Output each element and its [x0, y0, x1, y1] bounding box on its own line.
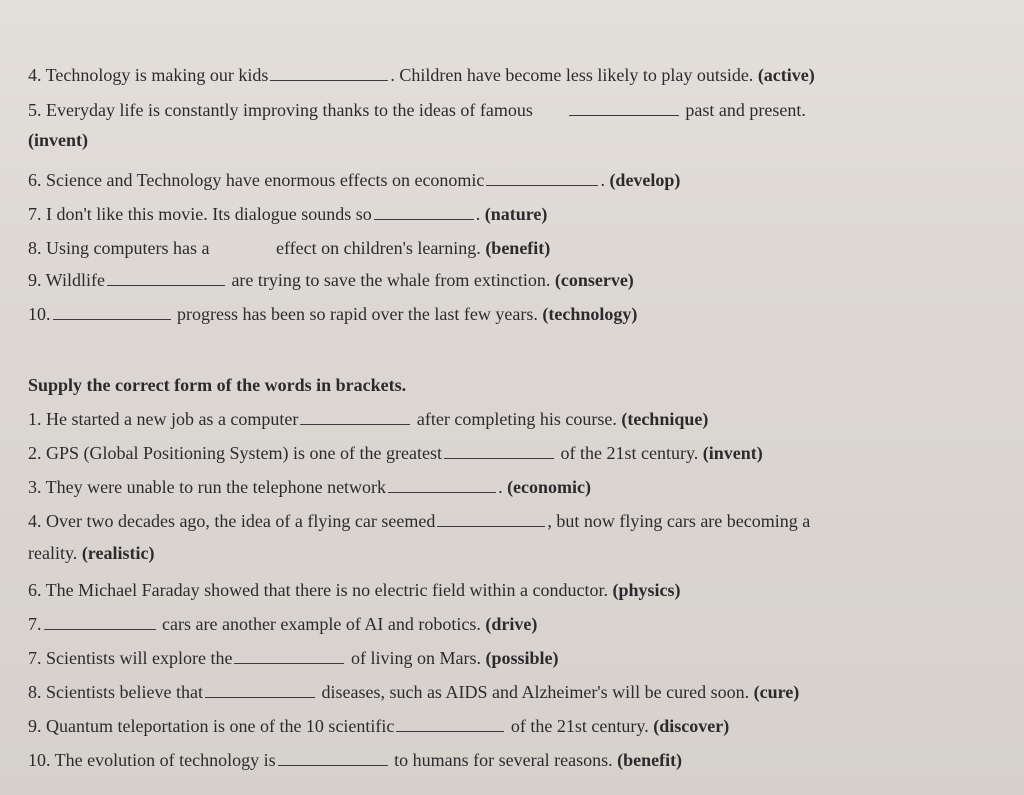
exercise-item-9	[28, 268, 634, 292]
item-text: 2. GPS (Global Positioning System) is one of the greatest	[28, 443, 442, 463]
word-hint: (realistic)	[81, 543, 155, 563]
item-text: are trying to save the whale from extinction.	[231, 270, 551, 290]
word-hint: (nature)	[484, 204, 548, 224]
item-text: 3. They were unable to run the telephone network	[28, 477, 387, 497]
exercise-item-10	[28, 302, 637, 326]
item-text: 9. Wildlife	[28, 270, 105, 290]
exercise-item-b2	[28, 441, 763, 465]
word-hint: (conserve)	[554, 270, 634, 290]
exercise-item-b4-cont	[28, 541, 154, 565]
exercise-item-b10	[28, 748, 682, 772]
item-text: 4. Technology is making our kids	[28, 65, 269, 85]
exercise-item-8	[28, 236, 550, 260]
item-text: 9. Quantum teleportation is one of the 10 scientific	[28, 716, 395, 736]
word-hint: (benefit)	[485, 238, 551, 258]
answer-blank[interactable]	[300, 408, 410, 425]
item-text: .	[498, 477, 503, 497]
item-text: 10. The evolution of technology is	[28, 750, 276, 770]
answer-blank[interactable]	[107, 269, 225, 286]
exercise-item-b7b	[28, 646, 558, 670]
item-text: diseases, such as AIDS and Alzheimer's will be cured soon.	[321, 682, 750, 702]
item-text: 6. Science and Technology have enormous effects on economic	[28, 170, 485, 190]
exercise-item-b3	[28, 475, 591, 499]
answer-blank[interactable]	[44, 613, 156, 630]
answer-blank[interactable]	[437, 510, 545, 527]
answer-blank[interactable]	[53, 303, 171, 320]
word-hint: (cure)	[753, 682, 800, 702]
item-text: .	[600, 170, 605, 190]
answer-blank[interactable]	[234, 647, 344, 664]
answer-blank[interactable]	[270, 64, 388, 81]
item-text: 1. He started a new job as a computer	[28, 409, 299, 429]
item-text: , but now flying cars are becoming a	[547, 511, 811, 531]
item-text: 10.	[28, 304, 51, 324]
item-text: progress has been so rapid over the last few years.	[177, 304, 538, 324]
item-text: 8. Scientists believe that	[28, 682, 203, 702]
word-hint: (physics)	[612, 580, 681, 600]
exercise-item-b4	[28, 509, 810, 533]
word-hint: (discover)	[653, 716, 730, 736]
answer-blank[interactable]	[444, 442, 554, 459]
answer-blank[interactable]	[396, 715, 504, 732]
item-text: past and present.	[685, 100, 806, 120]
item-text: .	[475, 204, 481, 224]
item-text: of the 21st century.	[560, 443, 699, 463]
item-text: 7. I don't like this movie. Its dialogue sounds so	[28, 204, 372, 224]
item-text: of the 21st century.	[510, 716, 649, 736]
item-text: 8. Using computers has a	[28, 238, 210, 258]
exercise-item-6	[28, 168, 680, 192]
item-text: reality.	[28, 543, 78, 563]
word-hint: (technology)	[542, 304, 638, 324]
item-text: 7. Scientists will explore the	[28, 648, 233, 668]
item-text: of living on Mars.	[350, 648, 481, 668]
item-text: after completing his course.	[416, 409, 617, 429]
exercise-item-b9	[28, 714, 729, 738]
word-hint: (drive)	[485, 614, 538, 634]
answer-blank[interactable]	[278, 749, 388, 766]
word-hint: (technique)	[621, 409, 709, 429]
word-hint: (possible)	[485, 648, 559, 668]
word-hint: (invent)	[702, 443, 763, 463]
item-text: 7.	[28, 614, 42, 634]
item-text: 6. The Michael Faraday showed that there is no electric field within a conductor.	[28, 580, 608, 600]
item-text: effect on children's learning.	[275, 238, 481, 258]
exercise-item-b6	[28, 578, 681, 602]
answer-blank[interactable]	[486, 169, 598, 186]
word-hint: (invent)	[28, 130, 88, 150]
word-hint: (benefit)	[617, 750, 683, 770]
word-hint: (economic)	[507, 477, 592, 497]
answer-blank[interactable]	[569, 99, 679, 116]
section-heading: Supply the correct form of the words in brackets.	[28, 375, 407, 395]
item-text: to humans for several reasons.	[394, 750, 613, 770]
exercise-item-7	[28, 202, 547, 226]
answer-blank[interactable]	[205, 681, 315, 698]
word-hint: (develop)	[609, 170, 681, 190]
item-text: 5. Everyday life is constantly improving thanks to the ideas of famous	[28, 100, 533, 120]
answer-blank[interactable]	[374, 203, 474, 220]
exercise-item-4	[28, 63, 815, 87]
exercise-item-5-hint	[28, 128, 88, 152]
item-text: 4. Over two decades ago, the idea of a flying car seemed	[28, 511, 436, 531]
exercise-item-5	[28, 98, 806, 122]
item-text: cars are another example of AI and robotics.	[162, 614, 481, 634]
exercise-item-b8	[28, 680, 799, 704]
exercise-item-b1	[28, 407, 708, 431]
answer-blank[interactable]	[388, 476, 496, 493]
word-hint: (active)	[757, 65, 815, 85]
exercise-item-b7	[28, 612, 537, 636]
item-text: . Children have become less likely to play outside.	[390, 65, 754, 85]
